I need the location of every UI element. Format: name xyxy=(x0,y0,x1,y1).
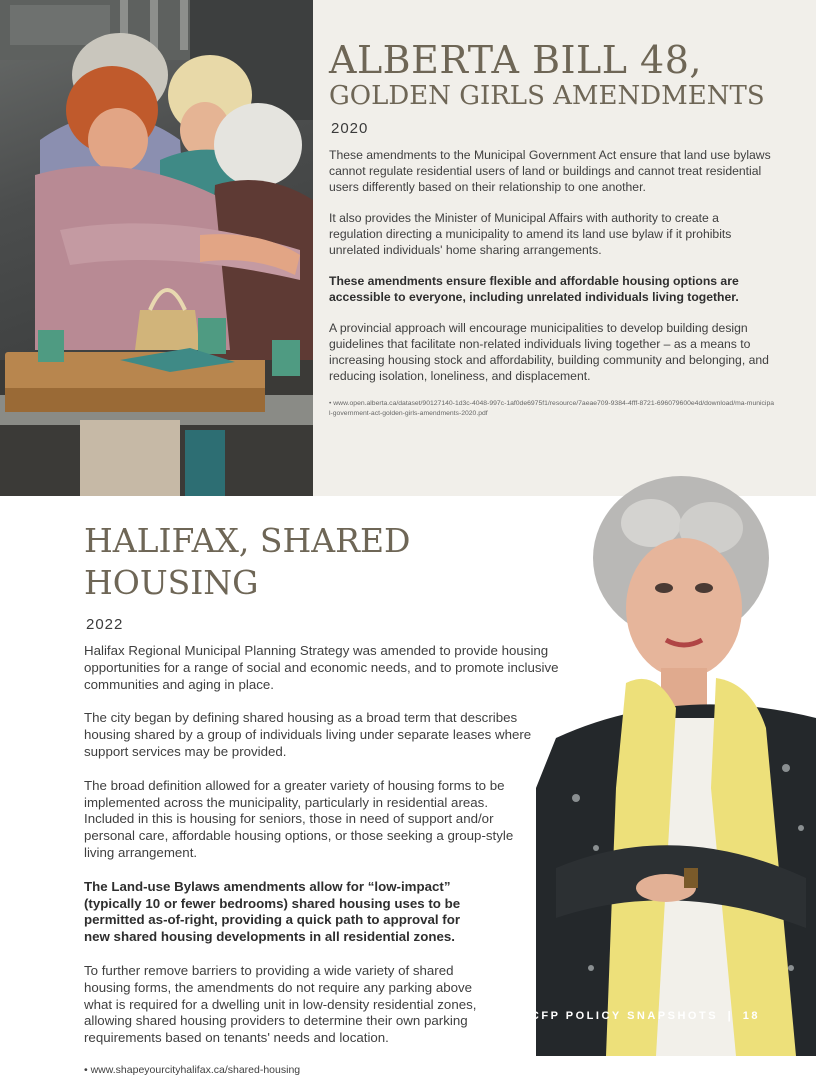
alberta-paragraph: It also provides the Minister of Municipal Affairs with authority to create a regulation directing a municipality to amend its land use bylaw if it prohibits unrelated individuals' home sharing arrangements. xyxy=(329,211,732,257)
alberta-paragraph: A provincial approach will encourage municipalities to develop building design guidelines that facilitate non-related individuals living together – as a means to increasing housing stock and affordability, building community and belonging, and reducing isolation, loneliness, and displacement. xyxy=(329,321,769,383)
page-number: 18 xyxy=(742,1010,760,1022)
alberta-year: 2020 xyxy=(331,120,369,137)
halifax-title: HALIFAX, SHARED HOUSING xyxy=(84,521,411,602)
group-hug-illustration xyxy=(0,0,313,496)
footer-label: CFP POLICY SNAPSHOTS xyxy=(530,1010,719,1022)
halifax-reference-link[interactable]: • www.shapeyourcityhalifax.ca/shared-housing xyxy=(84,1063,301,1076)
alberta-title-line2: GOLDEN GIRLS AMENDMENTS xyxy=(329,81,765,111)
halifax-paragraph: The city began by defining shared housing as a broad term that describes housing shared by a group of individuals living under separate leases where support services may be provided. xyxy=(84,710,532,759)
alberta-title-line1: ALBERTA BILL 48, xyxy=(329,38,702,82)
halifax-paragraph: To further remove barriers to providing a wide variety of shared housing forms, the amendments do not require any parking above what is required for a dwelling unit in low-density residential zones, allowing shared housing providers to determine their own parking requirements based on tenants' needs and location. xyxy=(84,962,477,1046)
halifax-section xyxy=(84,520,584,1076)
halifax-paragraph-bold xyxy=(84,879,489,946)
group-hug-photo xyxy=(0,0,313,496)
footer-separator: | xyxy=(727,1010,734,1022)
page-footer xyxy=(531,1010,760,1022)
alberta-bill-section xyxy=(329,40,775,419)
alberta-paragraph: These amendments to the Municipal Government Act ensure that land use bylaws cannot regulate residential users of land or buildings and cannot treat residential users differently based on their relationship to one another. xyxy=(329,148,771,194)
halifax-paragraph: The broad definition allowed for a greater variety of housing forms to be implemented across the municipality, particularly in residential areas. Included in this is housing for seniors, those in need of support and/or personal care, affordable housing options, or those seeking a group-style living arrangement. xyxy=(84,777,514,860)
alberta-bold-text: These amendments ensure flexible and affordable housing options are accessible to everyone, including unrelated individuals living together. xyxy=(329,274,739,304)
halifax-paragraph: Halifax Regional Municipal Planning Strategy was amended to provide housing opportunities for a range of social and economic needs, and to promote inclusive communities and aging in place. xyxy=(84,643,559,692)
halifax-bold-text: The Land-use Bylaws amendments allow for “low-impact” (typically 10 or fewer bedrooms) shared housing uses to be permitted as-of-right, providing a quick path to approval for new shared housing developments in all residential zones. xyxy=(84,878,461,945)
alberta-reference-link[interactable]: • www.open.alberta.ca/dataset/90127140-1d3c-4048-997c-1af0de6975f1/resource/7aeae709-9384-4fff-8721-696079600e4d/download/ma-municipal-government-act-golden-girls-amendments-2020.pdf xyxy=(329,400,775,417)
alberta-paragraph-bold xyxy=(329,273,775,305)
halifax-year: 2022 xyxy=(86,616,124,633)
